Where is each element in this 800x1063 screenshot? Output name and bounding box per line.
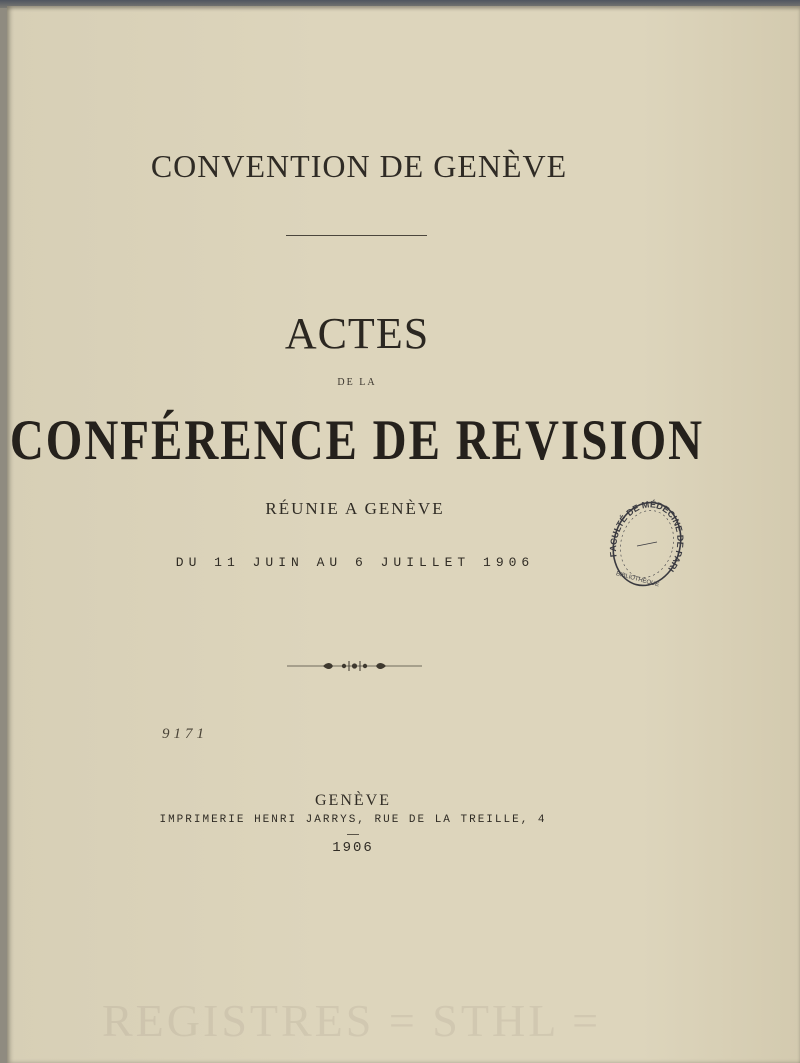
subtitle: RÉUNIE A GENÈVE <box>265 499 445 518</box>
series-title: CONVENTION DE GENÈVE <box>150 148 568 184</box>
title-page <box>7 6 800 1063</box>
ornament-divider <box>287 658 422 674</box>
imprint-printer: IMPRIMERIE HENRI JARRYS, RUE DE LA TREILLE, 4 <box>159 814 547 826</box>
show-through-text: REGISTRES = STHL = <box>102 995 602 1046</box>
title-divider <box>286 235 427 236</box>
imprint-year: 1906 <box>332 840 374 856</box>
imprint-dash <box>347 834 359 835</box>
svg-text:FACULTÉ DE MÉDECINE DE PARIS <box>607 494 687 576</box>
imprint-city: GENÈVE <box>315 792 391 809</box>
shelf-mark: 9171 <box>162 726 208 742</box>
conference-dates: DU 11 JUIN AU 6 JUILLET 1906 <box>175 555 535 570</box>
main-title: ACTES <box>284 309 430 358</box>
conference-title: CONFÉRENCE DE REVISION <box>9 409 705 473</box>
stamp-sub: BIBLIOTHÈQUE <box>615 571 660 589</box>
library-stamp-icon <box>607 494 687 594</box>
stamp-text: FACULTÉ DE MÉDECINE DE PARIS <box>608 499 686 574</box>
title-connector: DE LA <box>337 377 377 388</box>
